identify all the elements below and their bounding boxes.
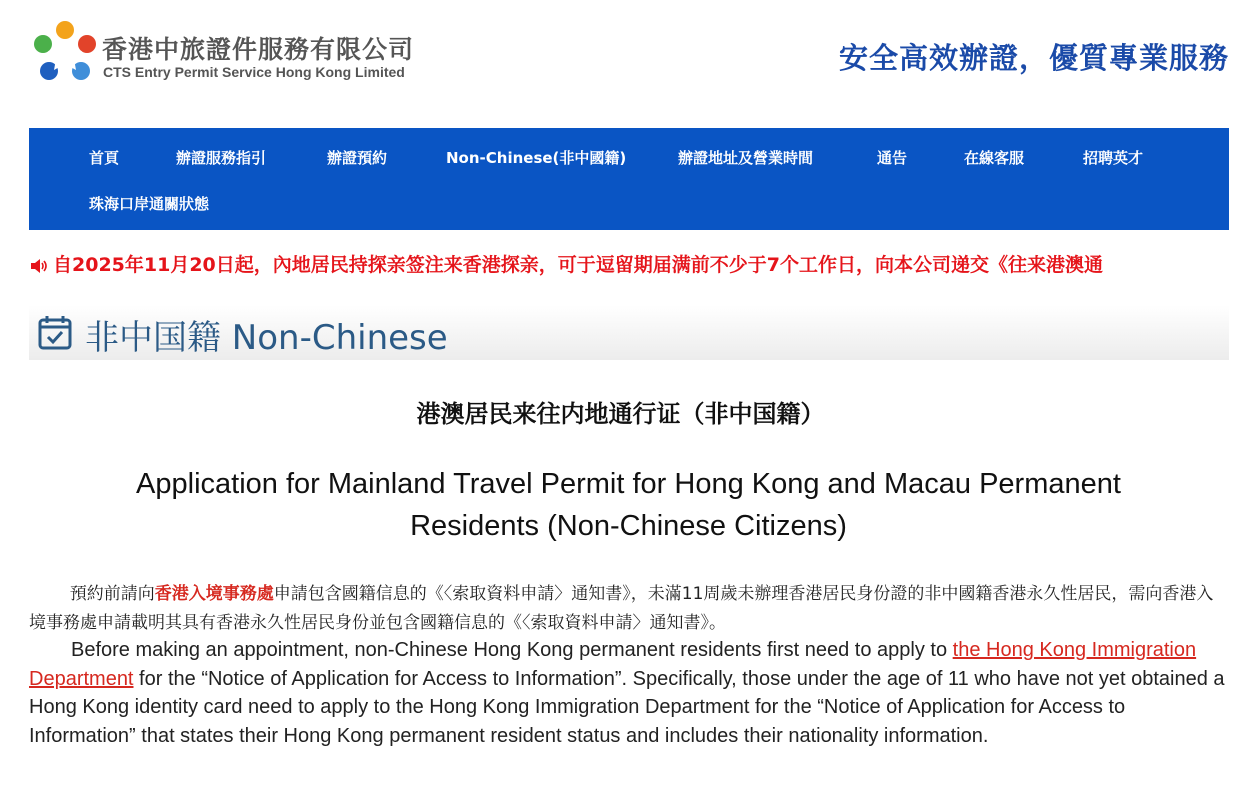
company-name-zh: 香港中旅證件服務有限公司: [102, 35, 415, 64]
nav-home[interactable]: 首頁: [89, 149, 120, 167]
site-header: [0, 0, 1241, 128]
company-name-en: CTS Entry Permit Service Hong Kong Limited: [103, 64, 405, 80]
nav-address-hours[interactable]: 辦證地址及營業時間: [678, 149, 814, 167]
notice-text[interactable]: 自2025年11月20日起，內地居民持探亲签注来香港探亲，可于逗留期届满前不少于7个工作日，向本公司递交《往来港澳通: [53, 254, 1103, 276]
section-title: 非中国籍 Non-Chinese: [85, 318, 448, 358]
nav-appointment[interactable]: 辦證預約: [327, 149, 388, 167]
nav-zhuhai-port-status[interactable]: 珠海口岸通關狀態: [89, 195, 210, 213]
para-en-text-before: Before making an appointment, non-Chinese Hong Kong permanent residents first need to apply to: [71, 639, 953, 661]
slogan: 安全高效辦證，優質專業服務: [838, 41, 1229, 75]
para-zh-text-before: 預約前請向: [69, 584, 155, 604]
immigration-department-link-en[interactable]: the Hong Kong Immigration Department: [29, 639, 1197, 690]
main-nav: [29, 128, 1229, 230]
nav-notices[interactable]: 通告: [877, 149, 908, 167]
instruction-paragraph-zh: [29, 580, 1229, 638]
page-title-en: Application for Mainland Travel Permit for Hong Kong and Macau Permanent Residents (Non-Chinese Citizens): [136, 468, 1121, 542]
nav-service-guide[interactable]: 辦證服務指引: [176, 149, 267, 167]
immigration-department-link-zh[interactable]: 香港入境事務處: [154, 584, 274, 604]
nav-careers[interactable]: 招聘英才: [1083, 149, 1144, 167]
calendar-icon: [38, 314, 72, 350]
page-title-zh: 港澳居民来往内地通行证（非中国籍）: [416, 400, 825, 428]
speaker-icon: [29, 258, 49, 274]
instruction-paragraph-en: [29, 636, 1229, 750]
notice-marquee[interactable]: [29, 250, 1229, 280]
section-header: [29, 305, 1229, 360]
company-logo-icon[interactable]: [31, 20, 99, 88]
nav-non-chinese[interactable]: Non-Chinese(非中國籍): [446, 149, 627, 167]
nav-online-service[interactable]: 在線客服: [964, 149, 1025, 167]
para-zh-text-after: 申請包含國籍信息的《〈索取資料申請〉通知書》，未滿11周歲未辦理香港居民身份證的非中國籍香港永久性居民，需向香港入境事務處申請載明其具有香港永久性居民身份並包含國籍信息的《〈索取資料申請〉通知書》。: [29, 584, 1214, 633]
para-en-text-after: for the “Notice of Application for Access to Information”. Specifically, those under the age of 11 who have not yet obtained a Hong Kong identity card need to apply to the Hong Kong Immigration Department for the “Notice of Application for Access to Information” that states their Hong Kong permanent resident status and includes their nationality information.: [29, 667, 1225, 747]
